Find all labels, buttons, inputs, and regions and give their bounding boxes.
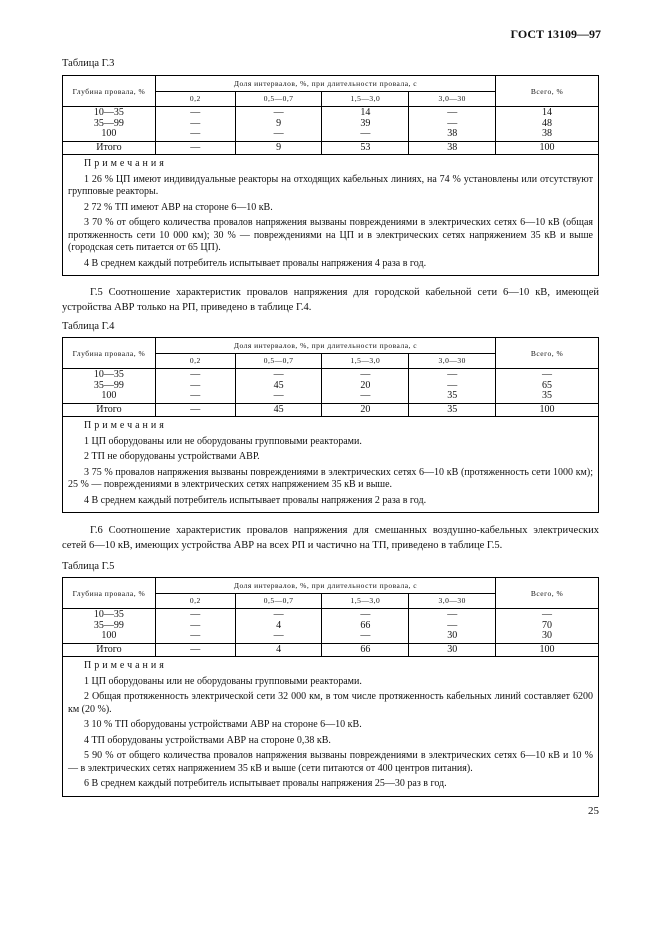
cell-value: — (190, 390, 201, 401)
duration-header: 0,5—0,7 (235, 91, 322, 107)
cell-value: — (190, 128, 201, 139)
note-item: 5 90 % от общего количества провалов напряжения вызваны повреждениями в электрических сетях 6—10 кВ и 10 % — в электрических сетях напряжением 35 кВ и выше (сети питаются от 400 центров питания). (68, 750, 593, 774)
total-cell: Итого (63, 403, 156, 417)
notes-cell (63, 155, 599, 276)
total-cell: — (155, 643, 235, 657)
duration-header: 0,5—0,7 (235, 593, 322, 609)
cell-value: 66 (360, 619, 371, 631)
value-cell (409, 369, 496, 404)
total-cell: Итого (63, 643, 156, 657)
note-item: 3 70 % от общего количества провалов напряжения вызваны повреждениями в электрических сетях 6—10 кВ (общая протяженность сети 10 000 км); 30 % — повреждениями на ЦП и в электрических сетях напряжением 35 кВ и выше (городская сеть питается от 65 ЦП). (68, 217, 593, 253)
notes-row (63, 155, 599, 276)
total-cell: 35 (409, 403, 496, 417)
total-cell: — (155, 403, 235, 417)
depth-cell (63, 107, 156, 142)
notes-title: Примечания (84, 420, 167, 431)
depth-value: 10—35 (93, 107, 124, 118)
total-cell: Итого (63, 141, 156, 155)
value-cell (496, 609, 599, 644)
cell-value: — (360, 630, 371, 641)
cell-value: 45 (273, 379, 284, 391)
cell-value: — (447, 117, 458, 129)
total-cell: 4 (235, 643, 322, 657)
duration-header: 1,5—3,0 (322, 353, 409, 369)
duration-header: 0,5—0,7 (235, 353, 322, 369)
notes-row (63, 417, 599, 513)
column-header-share: Доля интервалов, %, при длительности провала, с (155, 578, 495, 594)
cell-value: — (190, 369, 201, 380)
total-cell: 9 (235, 141, 322, 155)
cell-value: — (273, 390, 284, 401)
table-caption: Таблица Г.5 (62, 561, 115, 572)
depth-value: 35—99 (93, 619, 124, 631)
cell-value: — (360, 128, 371, 139)
depth-value: 10—35 (93, 369, 124, 380)
value-cell (496, 107, 599, 142)
note-item: 1 ЦП оборудованы или не оборудованы групповыми реакторами. (84, 435, 362, 447)
cell-value: 35 (447, 390, 458, 401)
table-caption: Таблица Г.3 (62, 58, 115, 69)
value-cell (235, 107, 322, 142)
cell-value: — (273, 107, 284, 118)
total-row (63, 403, 599, 417)
note-item: 2 Общая протяженность электрической сети 32 000 км, в том числе протяженность кабельных линий составляет 6200 км (20 %). (68, 691, 593, 715)
cell-value: 38 (447, 128, 458, 139)
value-cell (322, 609, 409, 644)
header-row (63, 338, 599, 354)
note-item: 4 ТП оборудованы устройствами АВР на стороне 0,38 кВ. (84, 734, 331, 746)
value-cell (155, 107, 235, 142)
column-header-total: Всего, % (496, 338, 599, 369)
cell-value: 38 (542, 128, 553, 139)
column-header-depth: Глубина провала, % (63, 578, 156, 609)
cell-value: 4 (276, 619, 282, 631)
notes-title: Примечания (84, 158, 167, 169)
depth-value: 35—99 (93, 379, 124, 391)
total-cell: 66 (322, 643, 409, 657)
cell-value: — (360, 369, 371, 380)
depth-value: 100 (101, 630, 117, 641)
column-header-share: Доля интервалов, %, при длительности провала, с (155, 76, 495, 92)
total-cell: 100 (496, 643, 599, 657)
notes-cell (63, 657, 599, 797)
duration-header: 1,5—3,0 (322, 91, 409, 107)
note-item: 2 ТП не оборудованы устройствами АВР. (84, 451, 260, 462)
column-header-share: Доля интервалов, %, при длительности провала, с (155, 338, 495, 354)
notes-title: Примечания (84, 660, 167, 671)
cell-value: — (542, 609, 553, 620)
notes-cell (63, 417, 599, 513)
cell-value: — (190, 630, 201, 641)
notes-row (63, 657, 599, 797)
total-cell: 100 (496, 141, 599, 155)
cell-value: — (360, 609, 371, 620)
table-row (63, 107, 599, 142)
table-g5 (62, 577, 599, 797)
column-header-depth: Глубина провала, % (63, 338, 156, 369)
cell-value: 9 (276, 117, 282, 129)
cell-value: — (273, 630, 284, 641)
note-item: 6 В среднем каждый потребитель испытывает провалы напряжения 25—30 раз в год. (84, 778, 447, 789)
depth-cell (63, 369, 156, 404)
header-row (63, 76, 599, 92)
cell-value: — (190, 379, 201, 391)
table-g4 (62, 337, 599, 513)
cell-value: — (273, 369, 284, 380)
table-row (63, 609, 599, 644)
value-cell (155, 609, 235, 644)
cell-value: 30 (447, 630, 458, 641)
depth-value: 100 (101, 390, 117, 401)
cell-value: — (447, 369, 458, 380)
cell-value: — (273, 128, 284, 139)
value-cell (409, 107, 496, 142)
note-item: 2 72 % ТП имеют АВР на стороне 6—10 кВ. (84, 201, 273, 213)
depth-cell (63, 609, 156, 644)
duration-header: 0,2 (155, 593, 235, 609)
total-cell: 20 (322, 403, 409, 417)
table-caption: Таблица Г.4 (62, 321, 115, 332)
total-cell: 38 (409, 141, 496, 155)
total-cell: — (155, 141, 235, 155)
cell-value: — (447, 379, 458, 391)
cell-value: — (542, 369, 553, 380)
note-item: 4 В среднем каждый потребитель испытывает провалы напряжения 2 раза в год. (84, 494, 427, 506)
cell-value: — (447, 609, 458, 620)
column-header-total: Всего, % (496, 76, 599, 107)
cell-value: 39 (360, 117, 371, 129)
cell-value: — (447, 619, 458, 631)
note-item: 4 В среднем каждый потребитель испытывает провалы напряжения 4 раза в год. (84, 257, 427, 269)
cell-value: 65 (542, 379, 553, 391)
value-cell (496, 369, 599, 404)
note-item: 1 26 % ЦП имеют индивидуальные реакторы на отходящих кабельных линиях, на 74 % установлены или отсутствуют групповые реакторы. (68, 173, 593, 197)
total-cell: 30 (409, 643, 496, 657)
value-cell (322, 107, 409, 142)
page-number: 25 (588, 805, 599, 817)
value-cell (409, 609, 496, 644)
value-cell (235, 609, 322, 644)
cell-value: — (190, 117, 201, 129)
paragraph-g5: Г.5 Соотношение характеристик провалов напряжения для городской кабельной сети 6—10 кВ, имеющей устройства АВР только на РП, приведено в таблице Г.4. (62, 287, 599, 313)
paragraph-g6: Г.6 Соотношение характеристик провалов напряжения для смешанных воздушно-кабельных электрических сетей 6—10 кВ, имеющих устройства АВР на всех РП и частично на ТП, приведено в таблице Г.5. (62, 525, 599, 551)
note-item: 3 10 % ТП оборудованы устройствами АВР на стороне 6—10 кВ. (84, 719, 362, 730)
cell-value: 30 (542, 630, 553, 641)
depth-value: 35—99 (93, 117, 124, 129)
cell-value: 14 (542, 107, 553, 118)
table-row (63, 369, 599, 404)
cell-value: — (447, 107, 458, 118)
total-cell: 100 (496, 403, 599, 417)
cell-value: 35 (542, 390, 553, 401)
cell-value: 70 (542, 619, 553, 631)
duration-header: 3,0—30 (409, 593, 496, 609)
cell-value: — (190, 619, 201, 631)
table-g3 (62, 75, 599, 276)
duration-header: 3,0—30 (409, 353, 496, 369)
cell-value: 14 (360, 107, 371, 118)
total-cell: 53 (322, 141, 409, 155)
cell-value: — (360, 390, 371, 401)
cell-value: — (273, 609, 284, 620)
total-cell: 45 (235, 403, 322, 417)
column-header-total: Всего, % (496, 578, 599, 609)
note-item: 3 75 % провалов напряжения вызваны повреждениями в электрических сетях 6—10 кВ (протяженность сети 1000 км); 25 % — повреждениями в электрических сетях напряжением 35 кВ и выше. (68, 466, 593, 490)
total-row (63, 643, 599, 657)
value-cell (235, 369, 322, 404)
duration-header: 0,2 (155, 91, 235, 107)
column-header-depth: Глубина провала, % (63, 76, 156, 107)
cell-value: 20 (360, 379, 371, 391)
total-row (63, 141, 599, 155)
header-row (63, 578, 599, 594)
cell-value: — (190, 107, 201, 118)
value-cell (322, 369, 409, 404)
duration-header: 1,5—3,0 (322, 593, 409, 609)
duration-header: 3,0—30 (409, 91, 496, 107)
cell-value: — (190, 609, 201, 620)
depth-value: 100 (101, 128, 117, 139)
depth-value: 10—35 (93, 609, 124, 620)
value-cell (155, 369, 235, 404)
note-item: 1 ЦП оборудованы или не оборудованы групповыми реакторами. (84, 675, 362, 687)
document-code: ГОСТ 13109—97 (510, 27, 601, 41)
cell-value: 48 (542, 117, 553, 129)
duration-header: 0,2 (155, 353, 235, 369)
